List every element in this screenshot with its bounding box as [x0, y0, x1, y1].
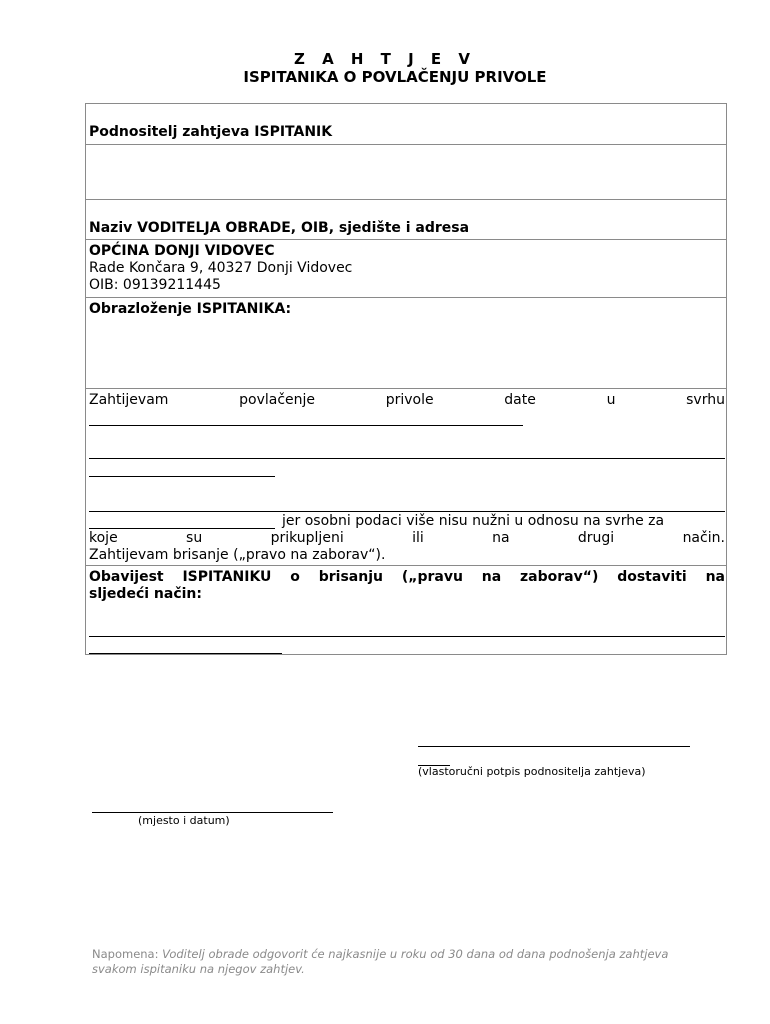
reason-text: jer osobni podaci više nisu nužni u odnosu na svrhe za	[282, 513, 665, 529]
reason-word: drugi	[577, 530, 615, 546]
request-cell	[86, 389, 726, 566]
note-prefix: Napomena:	[92, 947, 163, 961]
notice-blank-line-2[interactable]	[89, 653, 282, 654]
applicant-field[interactable]	[86, 145, 726, 200]
controller-name: OPĆINA DONJI VIDOVEC	[89, 243, 275, 259]
notice-line-2: sljedeći način:	[89, 586, 202, 602]
notice-word: o	[290, 569, 300, 585]
purpose-blank-line-1[interactable]	[89, 425, 523, 426]
notice-blank-line-1[interactable]	[89, 636, 725, 637]
erase-request-text: Zahtijevam brisanje („pravo na zaborav“).	[89, 547, 386, 563]
purpose-blank-line-2[interactable]	[89, 458, 725, 459]
notice-word: na	[481, 569, 502, 585]
reason-word: na	[492, 530, 510, 546]
reason-word: prikupljeni	[270, 530, 344, 546]
notice-word: brisanju	[318, 569, 383, 585]
justification-cell[interactable]	[86, 298, 726, 389]
purpose-blank-line-3[interactable]	[89, 476, 275, 477]
notice-cell	[86, 566, 726, 654]
document-title: Z A H T J E V	[293, 50, 477, 68]
notice-word: („pravu	[401, 569, 463, 585]
request-word: povlačenje	[239, 392, 316, 408]
controller-label: Naziv VODITELJA OBRADE, OIB, sjedište i adresa	[89, 220, 470, 236]
purpose-blank-line-4[interactable]	[89, 511, 725, 512]
request-form	[85, 103, 727, 655]
justification-label: Obrazloženje ISPITANIKA:	[89, 301, 292, 317]
notice-line	[89, 569, 725, 585]
applicant-label: Podnositelj zahtjeva ISPITANIK	[89, 124, 333, 140]
controller-oib: OIB: 09139211445	[89, 277, 221, 293]
controller-info-cell	[86, 240, 726, 298]
place-date-line[interactable]	[92, 812, 333, 813]
controller-address: Rade Končara 9, 40327 Donji Vidovec	[89, 260, 353, 276]
notice-word: na	[705, 569, 725, 585]
place-date-label: (mjesto i datum)	[138, 814, 230, 827]
request-word: privole	[385, 392, 434, 408]
signature-line[interactable]	[418, 746, 690, 747]
notice-word: Obavijest	[89, 569, 164, 585]
reason-word: ili	[412, 530, 424, 546]
applicant-label-cell	[86, 104, 726, 145]
request-line	[89, 392, 725, 408]
notice-word: ISPITANIKU	[182, 569, 272, 585]
notice-word: dostaviti	[617, 569, 687, 585]
request-word: svrhu	[686, 392, 725, 408]
note-text: Voditelj obrade odgovorit će najkasnije u roku od 30 dana od dana podnošenja zahtjeva svakom ispitaniku na njegov zahtjev.	[92, 947, 669, 976]
reason-word: način.	[682, 530, 725, 546]
document-subtitle: ISPITANIKA O POVLAČENJU PRIVOLE	[243, 68, 547, 86]
footer-note	[92, 947, 712, 977]
reason-word: koje	[89, 530, 118, 546]
request-word: Zahtijevam	[89, 392, 169, 408]
reason-word: su	[186, 530, 203, 546]
signature-label: (vlastoručni potpis podnositelja zahtjeva)	[418, 765, 646, 778]
request-word: u	[606, 392, 616, 408]
notice-word: zaborav“)	[520, 569, 599, 585]
controller-label-cell	[86, 200, 726, 240]
request-word: date	[504, 392, 536, 408]
reason-line	[89, 530, 725, 546]
purpose-blank-line-5[interactable]	[89, 528, 275, 529]
